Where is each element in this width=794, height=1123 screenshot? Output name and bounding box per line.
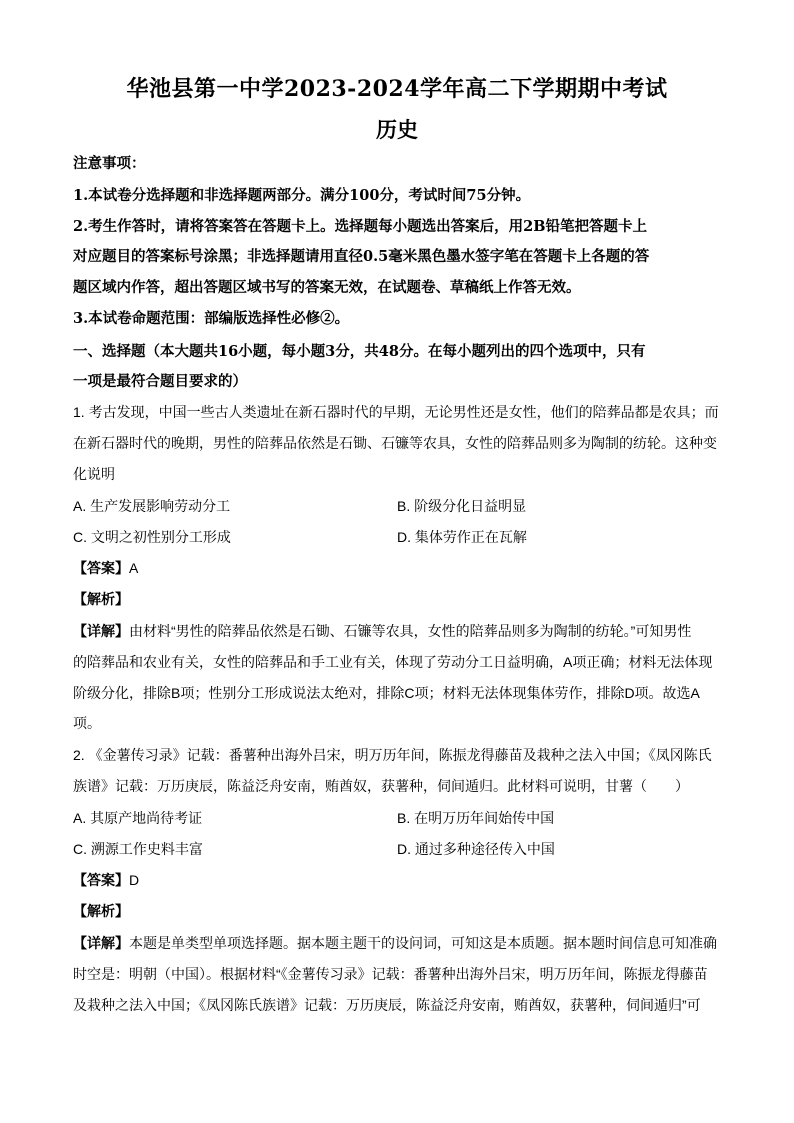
exam-title: 华池县第一中学2023-2024学年高二下学期期中考试 [126,76,668,102]
section-heading-line-1: 一、选择题（本大题共16小题，每小题3分，共48分。在每小题列出的四个选项中，只有 [73,343,646,360]
q2-answer [73,870,723,890]
q1-stem-line-1: 1. 考古发现，中国一些古人类遗址在新石器时代的早期，无论男性还是女性，他们的陪葬品都是农具；而 [73,404,719,420]
q1-detail-label: 【详解】 [73,623,129,639]
q1-option-d: D. 集体劳作正在瓦解 [397,529,527,545]
q1-detail-line-2: 的陪葬品和农业有关，女性的陪葬品和手工业有关，体现了劳动分工日益明确，A项正确；材料无法体现 [73,654,713,670]
q2-stem-line-1: 2. 《金薯传习录》记载：番薯种出海外吕宋，明万历年间，陈振龙得藤苗及栽种之法入中国；《凤冈陈氏 [73,747,712,763]
q1-detail-line-3: 阶级分化，排除B项；性别分工形成说法太绝对，排除C项；材料无法体现集体劳作，排除D项。故选A [73,685,700,701]
exam-subject: 历史 [376,117,418,142]
notes-item-1: 1.本试卷分选择题和非选择题两部分。满分100分，考试时间75分钟。 [73,187,531,204]
notes-heading: 注意事项： [73,155,146,172]
q1-detail-text-1: 由材料“男性的陪葬品依然是石锄、石镰等农具，女性的陪葬品则多为陶制的纺轮。”可知男性 [129,623,692,639]
q1-answer [73,558,723,578]
q2-option-d: D. 通过多种途径传入中国 [397,841,555,857]
q2-stem-line-2: 族谱》记载：万历庚辰，陈益泛舟安南，贿酋奴，获薯种，伺间遁归。此材料可说明，甘薯（ ） [73,778,689,794]
notes-item-2-line-2: 对应题目的答案标号涂黑；非选择题请用直径0.5毫米黑色墨水签字笔在答题卡上各题的答 [73,248,650,265]
q1-option-a: A. 生产发展影响劳动分工 [73,498,231,514]
q1-detail-line-1 [73,621,723,641]
q2-detail-label: 【详解】 [73,935,129,951]
q2-option-a: A. 其原产地尚待考证 [73,810,203,826]
q1-option-c: C. 文明之初性别分工形成 [73,529,231,545]
section-heading-line-2: 一项是最符合题目要求的） [73,373,247,390]
q1-answer-label: 【答案】 [73,560,129,576]
q2-option-b: B. 在明万历年间始传中国 [397,810,555,826]
q1-stem-line-2: 在新石器时代的晚期，男性的陪葬品依然是石锄、石镰等农具，女性的陪葬品则多为陶制的纺轮。这种变 [73,435,717,451]
q2-detail-line-3: 及栽种之法入中国；《凤冈陈氏族谱》记载：万历庚辰，陈益泛舟安南，贿酋奴，获薯种，伺间遁归”可 [73,997,701,1013]
notes-item-3: 3.本试卷命题范围：部编版选择性必修②。 [73,310,350,327]
notes-item-2-line-1: 2.考生作答时，请将答案答在答题卡上。选择题每小题选出答案后，用2B铅笔把答题卡上 [73,218,647,235]
notes-item-2-line-3: 题区域内作答，超出答题区域书写的答案无效，在试题卷、草稿纸上作答无效。 [73,279,581,296]
q2-detail-line-1 [73,933,723,953]
q2-answer-value: D [129,872,140,888]
q1-detail-line-4: 项。 [73,715,101,731]
q1-analysis-label: 【解析】 [73,591,129,607]
q1-stem-line-3: 化说明 [73,466,115,482]
q2-option-c: C. 溯源工作史料丰富 [73,841,203,857]
q2-analysis-label: 【解析】 [73,903,129,919]
q1-answer-value: A [129,560,139,576]
q2-answer-label: 【答案】 [73,872,129,888]
q2-detail-line-2: 时空是：明朝（中国）。根据材料“《金薯传习录》记载：番薯种出海外吕宋，明万历年间，陈振龙得藤苗 [73,966,708,982]
q1-option-b: B. 阶级分化日益明显 [397,498,527,514]
q2-detail-text-1: 本题是单类型单项选择题。据本题主题干的设问词，可知这是本质题。据本题时间信息可知准确 [129,935,717,951]
